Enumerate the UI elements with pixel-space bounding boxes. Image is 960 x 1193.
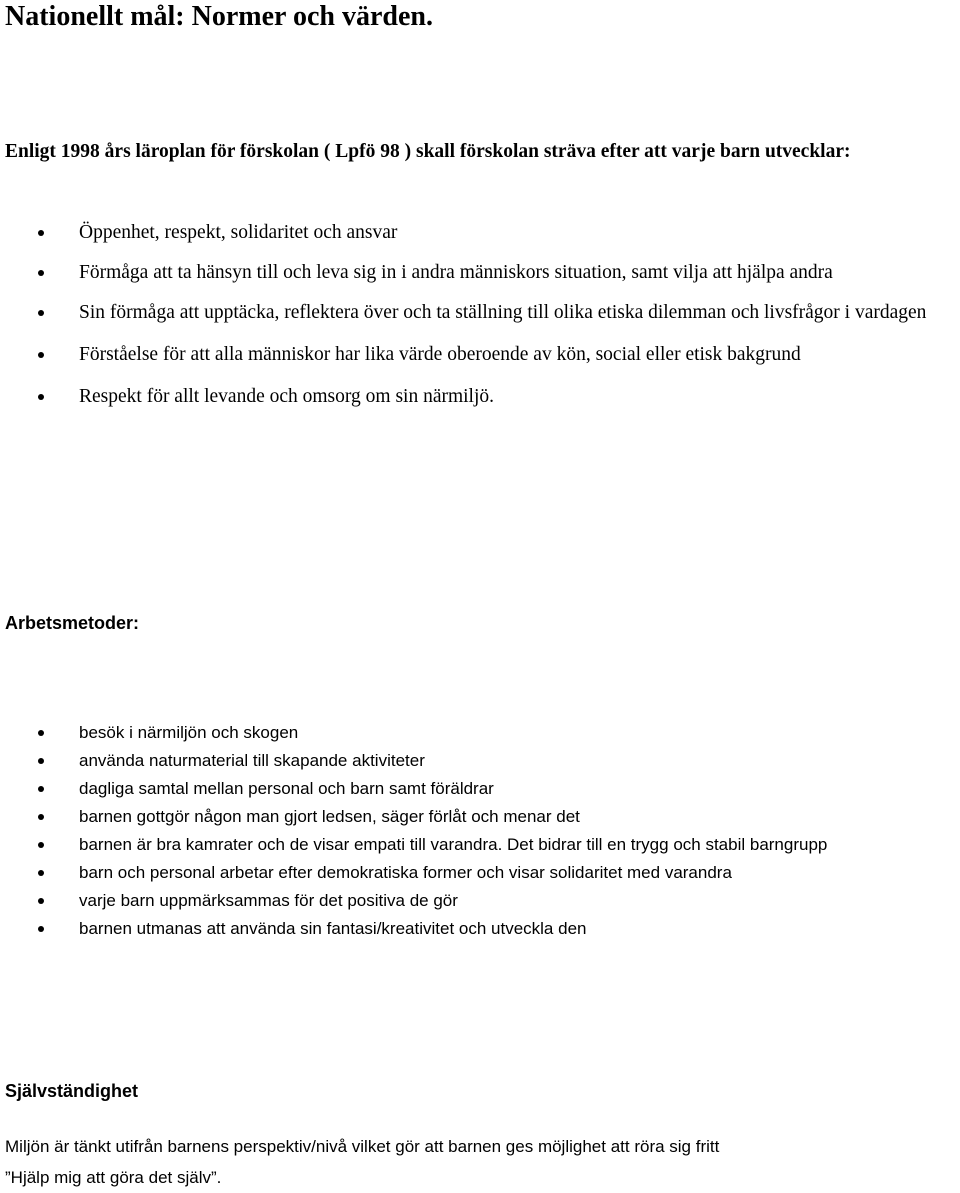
intro-paragraph: Enligt 1998 års läroplan för förskolan ( Lpfö 98 ) skall förskolan sträva efter att varje barn utvecklar: [5, 141, 851, 162]
list-item [0, 719, 960, 747]
bullet-icon [38, 898, 44, 904]
bullet-icon [38, 870, 44, 876]
list-item [0, 258, 960, 287]
bullet-icon [38, 352, 44, 358]
bullet-icon [38, 310, 44, 316]
page-title: Nationellt mål: Normer och värden. [5, 1, 433, 32]
list-item [0, 382, 960, 411]
bullet-icon [38, 814, 44, 820]
method-text: barnen utmanas att använda sin fantasi/kreativitet och utveckla den [79, 919, 587, 938]
independence-paragraph [5, 1131, 955, 1193]
list-item [0, 803, 960, 831]
bullet-icon [38, 394, 44, 400]
goals-list [0, 218, 960, 422]
list-item [0, 887, 960, 915]
method-text: dagliga samtal mellan personal och barn samt föräldrar [79, 779, 494, 798]
methods-list [0, 719, 960, 943]
method-text: varje barn uppmärksammas för det positiva de gör [79, 891, 458, 910]
bullet-icon [38, 926, 44, 932]
goal-text: Öppenhet, respekt, solidaritet och ansvar [79, 222, 398, 243]
list-item [0, 747, 960, 775]
independence-line-2: ”Hjälp mig att göra det själv”. [5, 1168, 222, 1187]
method-text: barnen gottgör någon man gjort ledsen, säger förlåt och menar det [79, 807, 580, 826]
independence-line-1: Miljön är tänkt utifrån barnens perspektiv/nivå vilket gör att barnen ges möjlighet att röra sig fritt [5, 1137, 720, 1156]
bullet-icon [38, 730, 44, 736]
independence-heading: Självständighet [5, 1081, 139, 1101]
bullet-icon [38, 758, 44, 764]
list-item [0, 859, 960, 887]
goal-text: Förståelse för att alla människor har lika värde oberoende av kön, social eller etisk bakgrund [79, 344, 801, 365]
method-text: barn och personal arbetar efter demokratiska former och visar solidaritet med varandra [79, 863, 732, 882]
bullet-icon [38, 270, 44, 276]
list-item [0, 338, 960, 371]
list-item [0, 915, 960, 943]
list-item [0, 775, 960, 803]
bullet-icon [38, 230, 44, 236]
goal-text: Sin förmåga att upptäcka, reflektera över och ta ställning till olika etiska dilemman och livsfrågor i vardagen [79, 302, 927, 323]
list-item [0, 298, 960, 327]
list-item [0, 218, 960, 247]
bullet-icon [38, 786, 44, 792]
methods-heading: Arbetsmetoder: [5, 613, 140, 633]
goal-text: Förmåga att ta hänsyn till och leva sig in i andra människors situation, samt vilja att hjälpa andra [79, 262, 833, 283]
method-text: använda naturmaterial till skapande aktiviteter [79, 751, 425, 770]
method-text: besök i närmiljön och skogen [79, 723, 299, 742]
list-item [0, 831, 960, 859]
method-text: barnen är bra kamrater och de visar empati till varandra. Det bidrar till en trygg och stabil barngrupp [79, 835, 828, 854]
bullet-icon [38, 842, 44, 848]
goal-text: Respekt för allt levande och omsorg om sin närmiljö. [79, 386, 495, 407]
